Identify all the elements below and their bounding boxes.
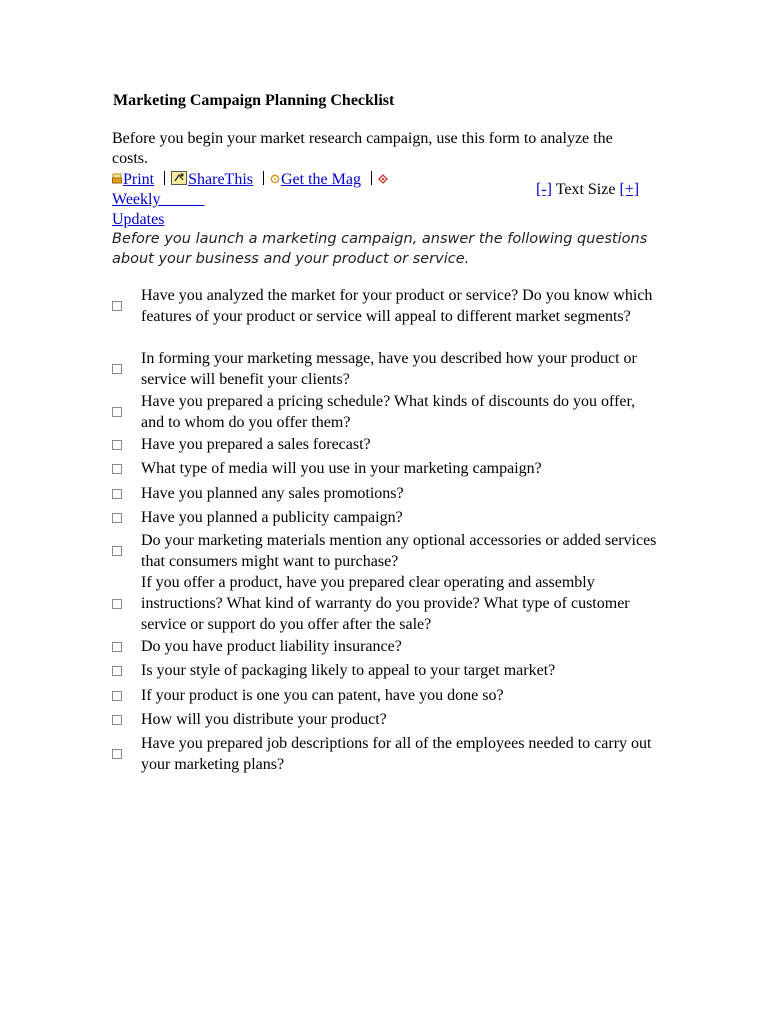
checklist-item	[108, 458, 668, 479]
checkbox[interactable]	[112, 513, 122, 523]
checkbox[interactable]	[112, 464, 122, 474]
print-link[interactable]: Print	[123, 171, 155, 188]
checkbox[interactable]	[112, 301, 122, 311]
checklist-item	[108, 483, 668, 504]
share-link[interactable]: ShareThis	[188, 171, 253, 188]
question-text: Do you have product liability insurance?	[141, 638, 402, 655]
checkbox[interactable]	[112, 642, 122, 652]
checkbox[interactable]	[112, 599, 122, 609]
checkbox[interactable]	[112, 440, 122, 450]
question-text: Do your marketing materials mention any optional accessories or added services that consumers might want to purchase?	[141, 532, 657, 570]
question-text: What type of media will you use in your marketing campaign?	[141, 460, 542, 477]
text-size-label: Text Size	[555, 181, 616, 198]
checklist-item	[108, 733, 668, 775]
checkbox[interactable]	[112, 749, 122, 759]
intro-text: Before you begin your market research campaign, use this form to analyze the costs.	[112, 130, 613, 167]
checkbox[interactable]	[112, 691, 122, 701]
checkbox[interactable]	[112, 715, 122, 725]
checkbox[interactable]	[112, 666, 122, 676]
checklist-item	[108, 660, 668, 681]
question-text: Have you prepared a pricing schedule? What kinds of discounts do you offer, and to whom do you offer them?	[141, 393, 636, 431]
question-text: If you offer a product, have you prepared clear operating and assembly instructions? What kind of warranty do you provide? What type of customer service or support do you offer after the sale?	[141, 574, 630, 633]
weekly-updates-link[interactable]: Weekly Updates	[112, 191, 165, 228]
question-text: If your product is one you can patent, have you done so?	[141, 687, 504, 704]
text-size-decrease-button[interactable]: [-]	[536, 181, 552, 198]
checkbox[interactable]	[112, 489, 122, 499]
question-text: Have you prepared a sales forecast?	[141, 436, 371, 453]
checklist-item	[108, 507, 668, 528]
question-text: Have you prepared job descriptions for all of the employees needed to carry out your marketing plans?	[141, 735, 652, 773]
mag-link[interactable]: Get the Mag	[281, 171, 361, 188]
question-text: In forming your marketing message, have you described how your product or service will benefit your clients?	[141, 350, 637, 388]
checklist-item	[108, 709, 668, 730]
question-text: Have you planned a publicity campaign?	[141, 509, 403, 526]
checkbox[interactable]	[112, 364, 122, 374]
checkbox[interactable]	[112, 546, 122, 556]
checklist-item	[108, 636, 668, 657]
checkbox[interactable]	[112, 407, 122, 417]
question-text: How will you distribute your product?	[141, 711, 387, 728]
question-text: Is your style of packaging likely to appeal to your target market?	[141, 662, 556, 679]
checklist-item	[108, 391, 668, 433]
text-size-increase-button[interactable]: [+]	[619, 181, 640, 198]
checklist-item	[108, 285, 668, 327]
question-text: Have you analyzed the market for your product or service? Do you know which features of your product or service will appeal to different market segments?	[141, 287, 653, 325]
checklist-item	[108, 348, 668, 390]
checklist-item	[108, 685, 668, 706]
checklist-item	[108, 530, 668, 572]
checklist-item	[108, 572, 668, 635]
checklist-item	[108, 434, 668, 455]
lead-text: Before you launch a marketing campaign, answer the following questions about your business and your product or service.	[112, 231, 648, 267]
page-title: Marketing Campaign Planning Checklist	[113, 92, 395, 109]
question-text: Have you planned any sales promotions?	[141, 485, 404, 502]
